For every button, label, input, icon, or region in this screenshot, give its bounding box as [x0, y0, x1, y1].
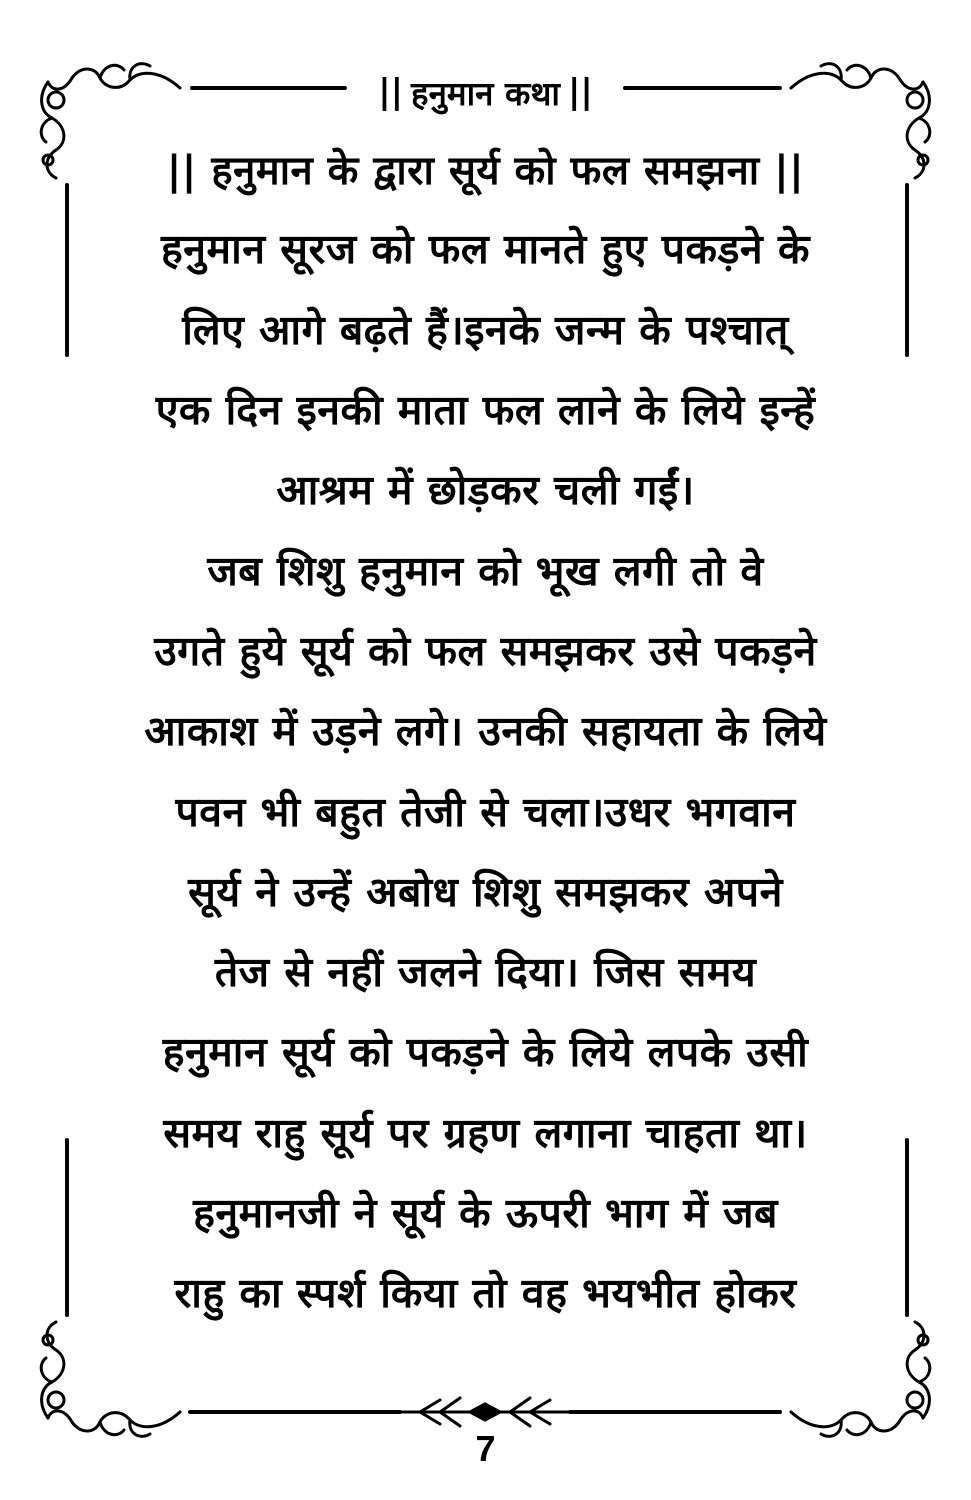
story-text [80, 128, 891, 1332]
header-title: हनुमान कथा [403, 70, 568, 115]
text-line: हनुमान सूरज को फल मानते हुए पकड़ने के [161, 225, 810, 274]
text-line: राहु का स्पर्श किया तो वह भयभीत होकर [174, 1269, 797, 1318]
running-header [0, 64, 971, 120]
ornament-bottom-left [41, 1322, 180, 1436]
text-line: आश्रम में छोड़कर चली गईं। [276, 466, 695, 515]
page-number: 7 [475, 1428, 496, 1469]
text-line: जब शिशु हनुमान को भूख लगी तो वे [207, 546, 764, 595]
ornament-bottom-center [400, 1398, 570, 1426]
text-line: एक दिन इनकी माता फल लाने के लिये इन्हें [155, 386, 816, 435]
text-line: पवन भी बहुत तेजी से चला।उधर भगवान [175, 787, 796, 836]
text-line: लिए आगे बढ़ते हैं।इनके जन्म के पश्चात् [182, 305, 789, 354]
text-line: आकाश में उड़ने लगे। उनकी सहायता के लिये [144, 707, 827, 756]
text-line: तेज से नहीं जलने दिया। जिस समय [214, 948, 757, 997]
text-line: हनुमान सूर्य को पकड़ने के लिये लपके उसी [162, 1028, 809, 1077]
header-left-bars: || [378, 72, 404, 112]
section-heading: || हनुमान के द्वारा सूर्य को फल समझना || [166, 147, 805, 194]
ornament-bottom-right [791, 1322, 930, 1436]
text-line: समय राहु सूर्य पर ग्रहण लगाना चाहता था। [163, 1108, 808, 1157]
header-right-bars: || [567, 72, 593, 112]
text-line: सूर्य ने उन्हें अबोध शिशु समझकर अपने [188, 867, 783, 916]
text-line: उगते हुये सूर्य को फल समझकर उसे पकड़ने [154, 626, 817, 675]
text-line: हनुमानजी ने सूर्य के ऊपरी भाग में जब [193, 1189, 778, 1237]
